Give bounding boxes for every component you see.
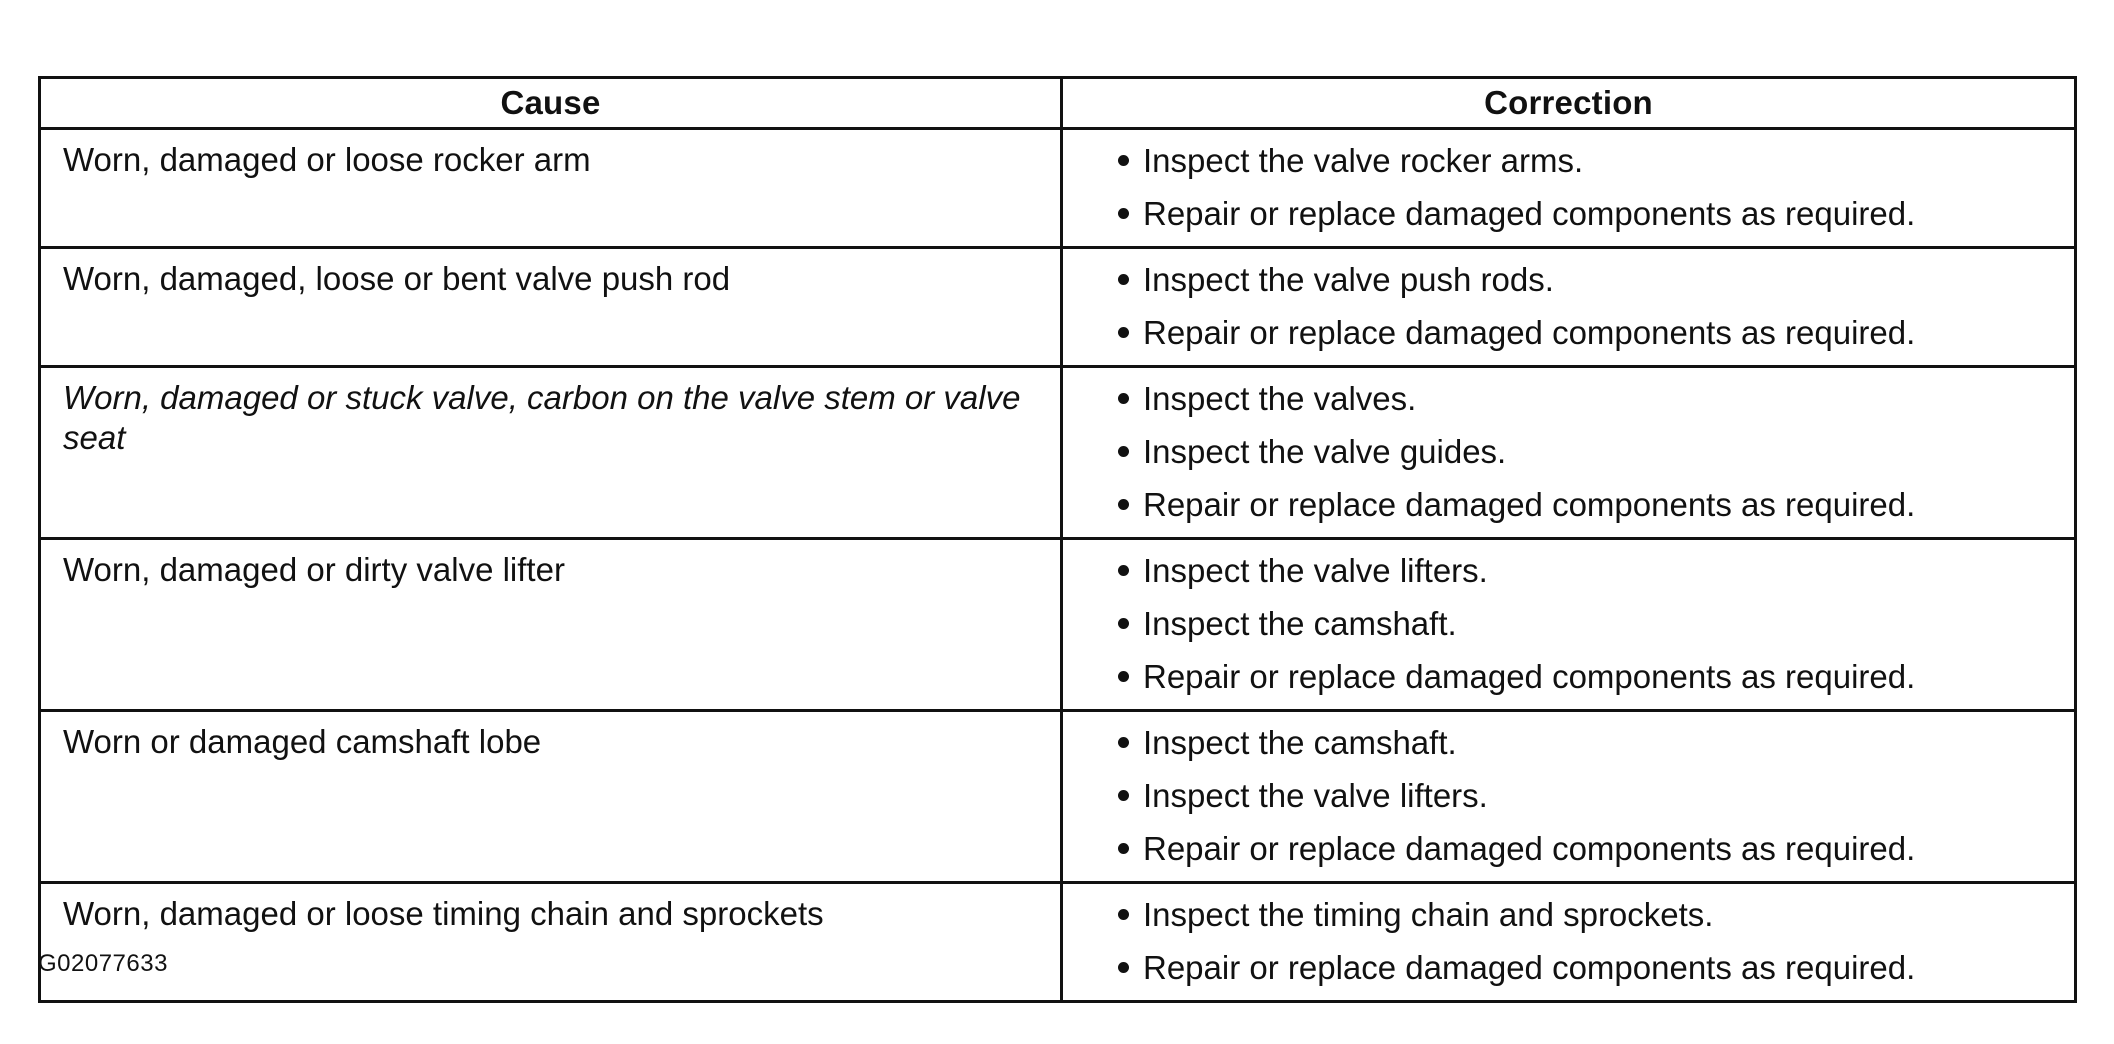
bullet-icon (1118, 565, 1129, 576)
correction-item (1063, 187, 2054, 240)
correction-text: Repair or replace damaged components as required. (1143, 658, 1916, 695)
bullet-icon (1118, 843, 1129, 854)
correction-item (1063, 478, 2054, 531)
cause-cell: Worn, damaged or loose timing chain and sprockets (40, 883, 1062, 1002)
correction-list (1063, 253, 2054, 359)
bullet-icon (1118, 274, 1129, 285)
correction-list (1063, 134, 2054, 240)
correction-text: Inspect the valve guides. (1143, 433, 1507, 470)
bullet-icon (1118, 446, 1129, 457)
correction-cell (1062, 711, 2076, 883)
correction-item (1063, 888, 2054, 941)
correction-list (1063, 544, 2054, 703)
correction-item (1063, 597, 2054, 650)
correction-text: Repair or replace damaged components as required. (1143, 830, 1916, 867)
correction-cell (1062, 539, 2076, 711)
table-row (40, 129, 2076, 248)
correction-item (1063, 544, 2054, 597)
correction-text: Repair or replace damaged components as required. (1143, 314, 1916, 351)
bullet-icon (1118, 790, 1129, 801)
correction-cell (1062, 248, 2076, 367)
correction-item (1063, 769, 2054, 822)
cause-cell: Worn, damaged or stuck valve, carbon on the valve stem or valve seat (40, 367, 1062, 539)
correction-item (1063, 650, 2054, 703)
cause-correction-table (38, 76, 2077, 1003)
correction-text: Repair or replace damaged components as required. (1143, 949, 1916, 986)
correction-text: Inspect the valve lifters. (1143, 552, 1488, 589)
bullet-icon (1118, 393, 1129, 404)
correction-text: Inspect the timing chain and sprockets. (1143, 896, 1714, 933)
bullet-icon (1118, 671, 1129, 682)
cause-cell: Worn, damaged, loose or bent valve push rod (40, 248, 1062, 367)
bullet-icon (1118, 327, 1129, 338)
bullet-icon (1118, 499, 1129, 510)
correction-list (1063, 716, 2054, 875)
correction-text: Inspect the valves. (1143, 380, 1417, 417)
header-correction: Correction (1062, 78, 2076, 129)
table-header-row (40, 78, 2076, 129)
bullet-icon (1118, 737, 1129, 748)
table-row (40, 367, 2076, 539)
table-row (40, 248, 2076, 367)
correction-item (1063, 372, 2054, 425)
correction-list (1063, 888, 2054, 994)
correction-text: Repair or replace damaged components as required. (1143, 486, 1916, 523)
cause-cell: Worn or damaged camshaft lobe (40, 711, 1062, 883)
table-row (40, 539, 2076, 711)
correction-item (1063, 253, 2054, 306)
correction-text: Inspect the valve push rods. (1143, 261, 1554, 298)
bullet-icon (1118, 909, 1129, 920)
bullet-icon (1118, 208, 1129, 219)
correction-item (1063, 134, 2054, 187)
correction-item (1063, 306, 2054, 359)
correction-item (1063, 716, 2054, 769)
correction-item (1063, 425, 2054, 478)
table-row (40, 711, 2076, 883)
cause-cell: Worn, damaged or dirty valve lifter (40, 539, 1062, 711)
correction-text: Inspect the valve rocker arms. (1143, 142, 1584, 179)
bullet-icon (1118, 618, 1129, 629)
correction-text: Inspect the valve lifters. (1143, 777, 1488, 814)
table-row (40, 883, 2076, 1002)
correction-text: Inspect the camshaft. (1143, 605, 1457, 642)
cause-cell: Worn, damaged or loose rocker arm (40, 129, 1062, 248)
bullet-icon (1118, 155, 1129, 166)
figure-id: G02077633 (38, 950, 168, 977)
bullet-icon (1118, 962, 1129, 973)
header-cause: Cause (40, 78, 1062, 129)
correction-cell (1062, 883, 2076, 1002)
correction-cell (1062, 367, 2076, 539)
correction-item (1063, 941, 2054, 994)
correction-cell (1062, 129, 2076, 248)
correction-list (1063, 372, 2054, 531)
correction-text: Repair or replace damaged components as required. (1143, 195, 1916, 232)
correction-item (1063, 822, 2054, 875)
correction-text: Inspect the camshaft. (1143, 724, 1457, 761)
